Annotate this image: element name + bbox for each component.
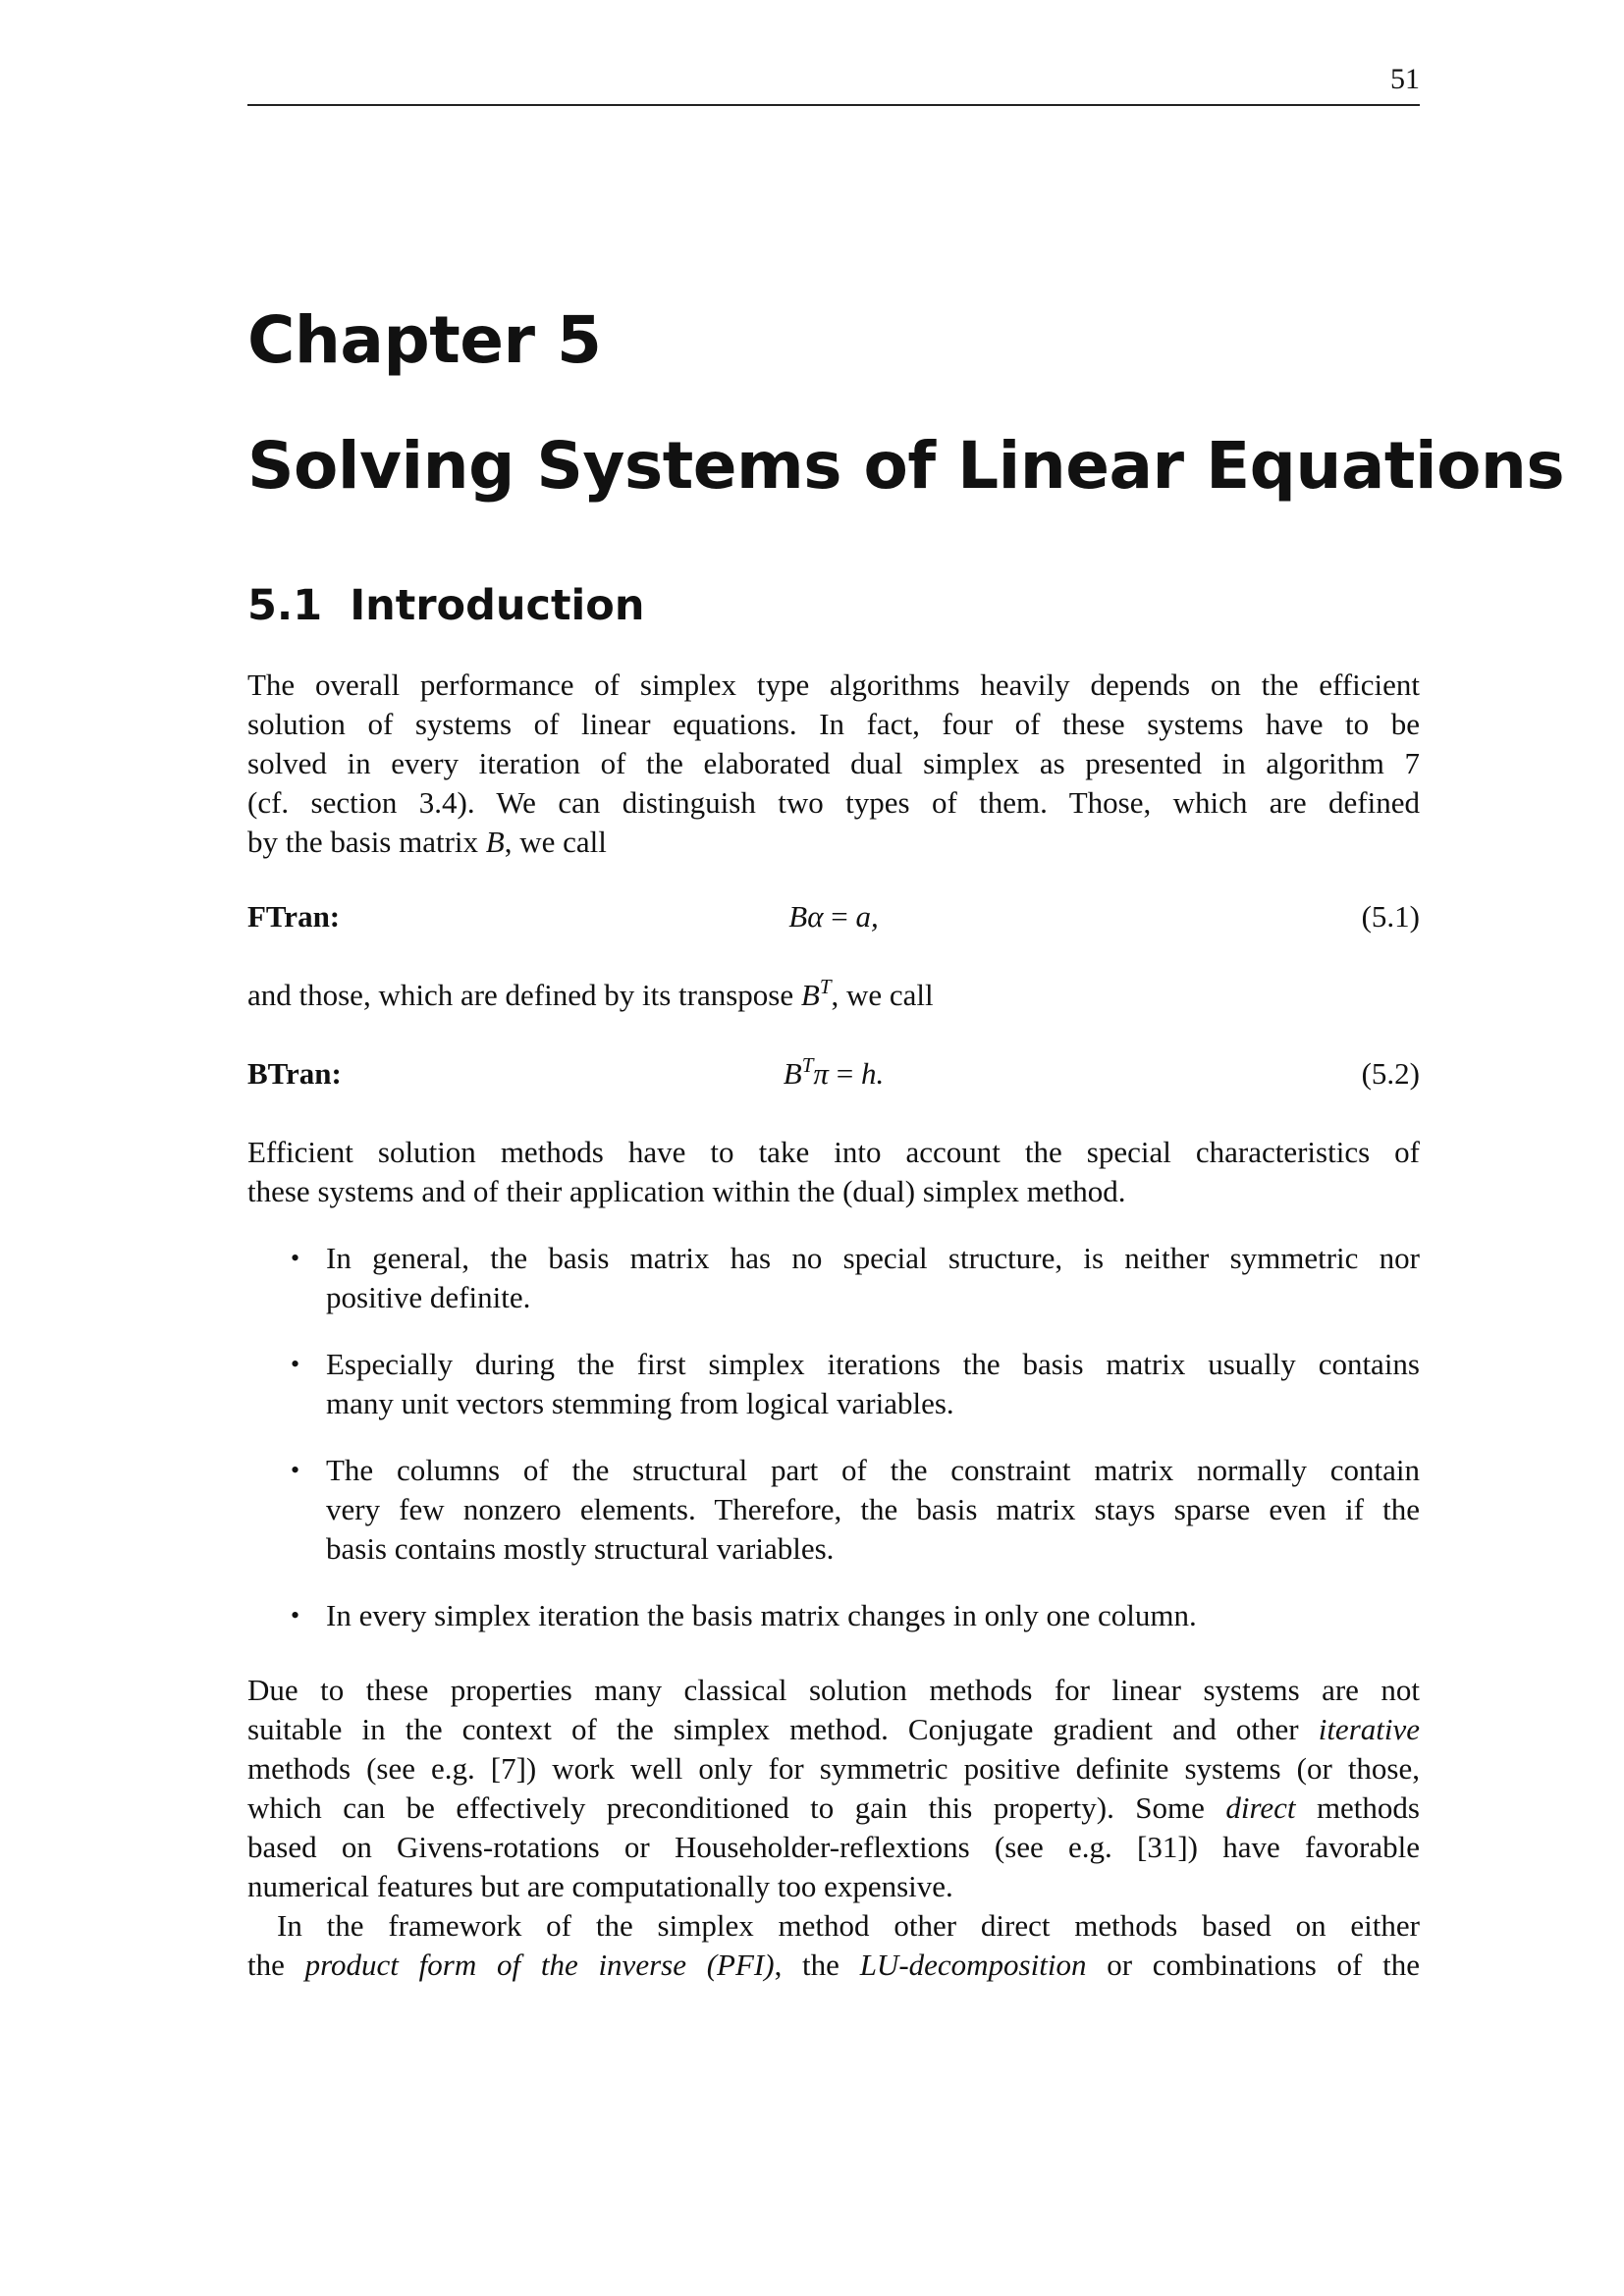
equation-operator: = xyxy=(823,899,856,934)
section-heading xyxy=(247,581,644,630)
text-line: methods (see e.g. [7]) work well only for symmetric positive definite systems (or those, xyxy=(247,1751,1420,1786)
text-line xyxy=(247,1789,1420,1828)
equation-lhs-superscript: T xyxy=(801,1053,814,1077)
list-item-text xyxy=(326,1345,1420,1423)
equation-number: (5.1) xyxy=(1361,899,1420,934)
text-line xyxy=(247,1946,1420,1985)
properties-paragraph xyxy=(247,1671,1420,1906)
chapter-title: Solving Systems of Linear Equations xyxy=(247,428,1565,504)
equation-operator: = xyxy=(828,1056,861,1091)
text-line: The columns of the structural part of the constraint matrix normally contain xyxy=(326,1453,1420,1487)
text-line: In general, the basis matrix has no special structure, is neither symmetric nor xyxy=(326,1241,1420,1275)
text-run: which can be effectively preconditioned to gain this property). Some xyxy=(247,1790,1226,1825)
document-page xyxy=(247,0,1565,2296)
text-line: solution of systems of linear equations. In fact, four of these systems have to be xyxy=(247,707,1420,741)
text-run: and those, which are defined by its transpose xyxy=(247,978,801,1012)
equation-btran xyxy=(247,1054,1420,1094)
text-line: solved in every iteration of the elaborated dual simplex as presented in algorithm 7 xyxy=(247,746,1420,780)
text-line: basis contains mostly structural variables. xyxy=(326,1531,835,1566)
bullet-icon: • xyxy=(291,1601,300,1629)
equation-label: BTran: xyxy=(247,1056,342,1091)
text-run: , the xyxy=(774,1948,860,1982)
equation-lhs: Bα xyxy=(788,899,824,934)
list-item-text xyxy=(326,1596,1420,1635)
emphasis: LU-decomposition xyxy=(859,1948,1087,1982)
text-line xyxy=(247,1710,1420,1749)
text-line: (cf. section 3.4). We can distinguish two types of them. Those, which are defined xyxy=(247,785,1420,820)
framework-paragraph xyxy=(247,1906,1420,1985)
text-line: positive definite. xyxy=(326,1280,531,1314)
text-run: the xyxy=(247,1948,305,1982)
page-number: 51 xyxy=(1390,63,1420,95)
equation-lhs-base: B xyxy=(783,1056,802,1091)
text-line xyxy=(247,976,1420,1015)
text-line: numerical features but are computationally too expensive. xyxy=(247,1869,953,1903)
section-title: Introduction xyxy=(350,581,645,630)
bullet-icon: • xyxy=(291,1350,300,1378)
efficiency-paragraph xyxy=(247,1133,1420,1211)
text-line: many unit vectors stemming from logical variables. xyxy=(326,1386,954,1420)
emphasis: iterative xyxy=(1318,1712,1420,1746)
equation-number: (5.2) xyxy=(1361,1056,1420,1091)
text-run: , we call xyxy=(831,978,934,1012)
equation-lhs-rest: π xyxy=(813,1056,829,1091)
equation-body xyxy=(247,1054,1420,1094)
text-line: The overall performance of simplex type algorithms heavily depends on the efficient xyxy=(247,667,1420,702)
equation-ftran xyxy=(247,897,1420,936)
transpose-sentence xyxy=(247,976,1420,1015)
emphasis: product form of the inverse (PFI) xyxy=(304,1948,775,1982)
math-symbol: B xyxy=(800,978,820,1012)
text-run: methods xyxy=(1295,1790,1420,1825)
text-line: based on Givens-rotations or Householder-reflextions (see e.g. [31]) have favorable xyxy=(247,1830,1420,1864)
running-head xyxy=(247,61,1420,106)
text-run: , we call xyxy=(504,825,607,859)
text-line: Especially during the first simplex iterations the basis matrix usually contains xyxy=(326,1347,1420,1381)
list-item-text xyxy=(326,1451,1420,1569)
text-line: In every simplex iteration the basis matrix changes in only one column. xyxy=(326,1598,1197,1632)
emphasis: direct xyxy=(1225,1790,1296,1825)
text-line xyxy=(247,823,1420,862)
text-run: or combinations of the xyxy=(1086,1948,1420,1982)
bullet-icon: • xyxy=(291,1244,300,1272)
math-superscript: T xyxy=(819,976,832,998)
math-symbol: B xyxy=(485,825,505,859)
text-run: by the basis matrix xyxy=(247,825,486,859)
section-number: 5.1 xyxy=(247,581,323,630)
text-line: In the framework of the simplex method other direct methods based on either xyxy=(277,1908,1420,1943)
equation-rhs: h. xyxy=(860,1056,885,1091)
list-item-text xyxy=(326,1239,1420,1317)
text-line: Efficient solution methods have to take into account the special characteristics of xyxy=(247,1135,1420,1169)
equation-rhs: a, xyxy=(855,899,879,934)
equation-label: FTran: xyxy=(247,899,341,934)
text-line: very few nonzero elements. Therefore, the basis matrix stays sparse even if the xyxy=(326,1492,1420,1526)
text-line: Due to these properties many classical solution methods for linear systems are not xyxy=(247,1673,1420,1707)
text-run: suitable in the context of the simplex method. Conjugate gradient and other xyxy=(247,1712,1319,1746)
text-line: these systems and of their application within the (dual) simplex method. xyxy=(247,1174,1126,1208)
equation-body xyxy=(247,897,1420,936)
intro-paragraph xyxy=(247,666,1420,862)
chapter-label: Chapter 5 xyxy=(247,302,602,378)
bullet-icon: • xyxy=(291,1456,300,1484)
